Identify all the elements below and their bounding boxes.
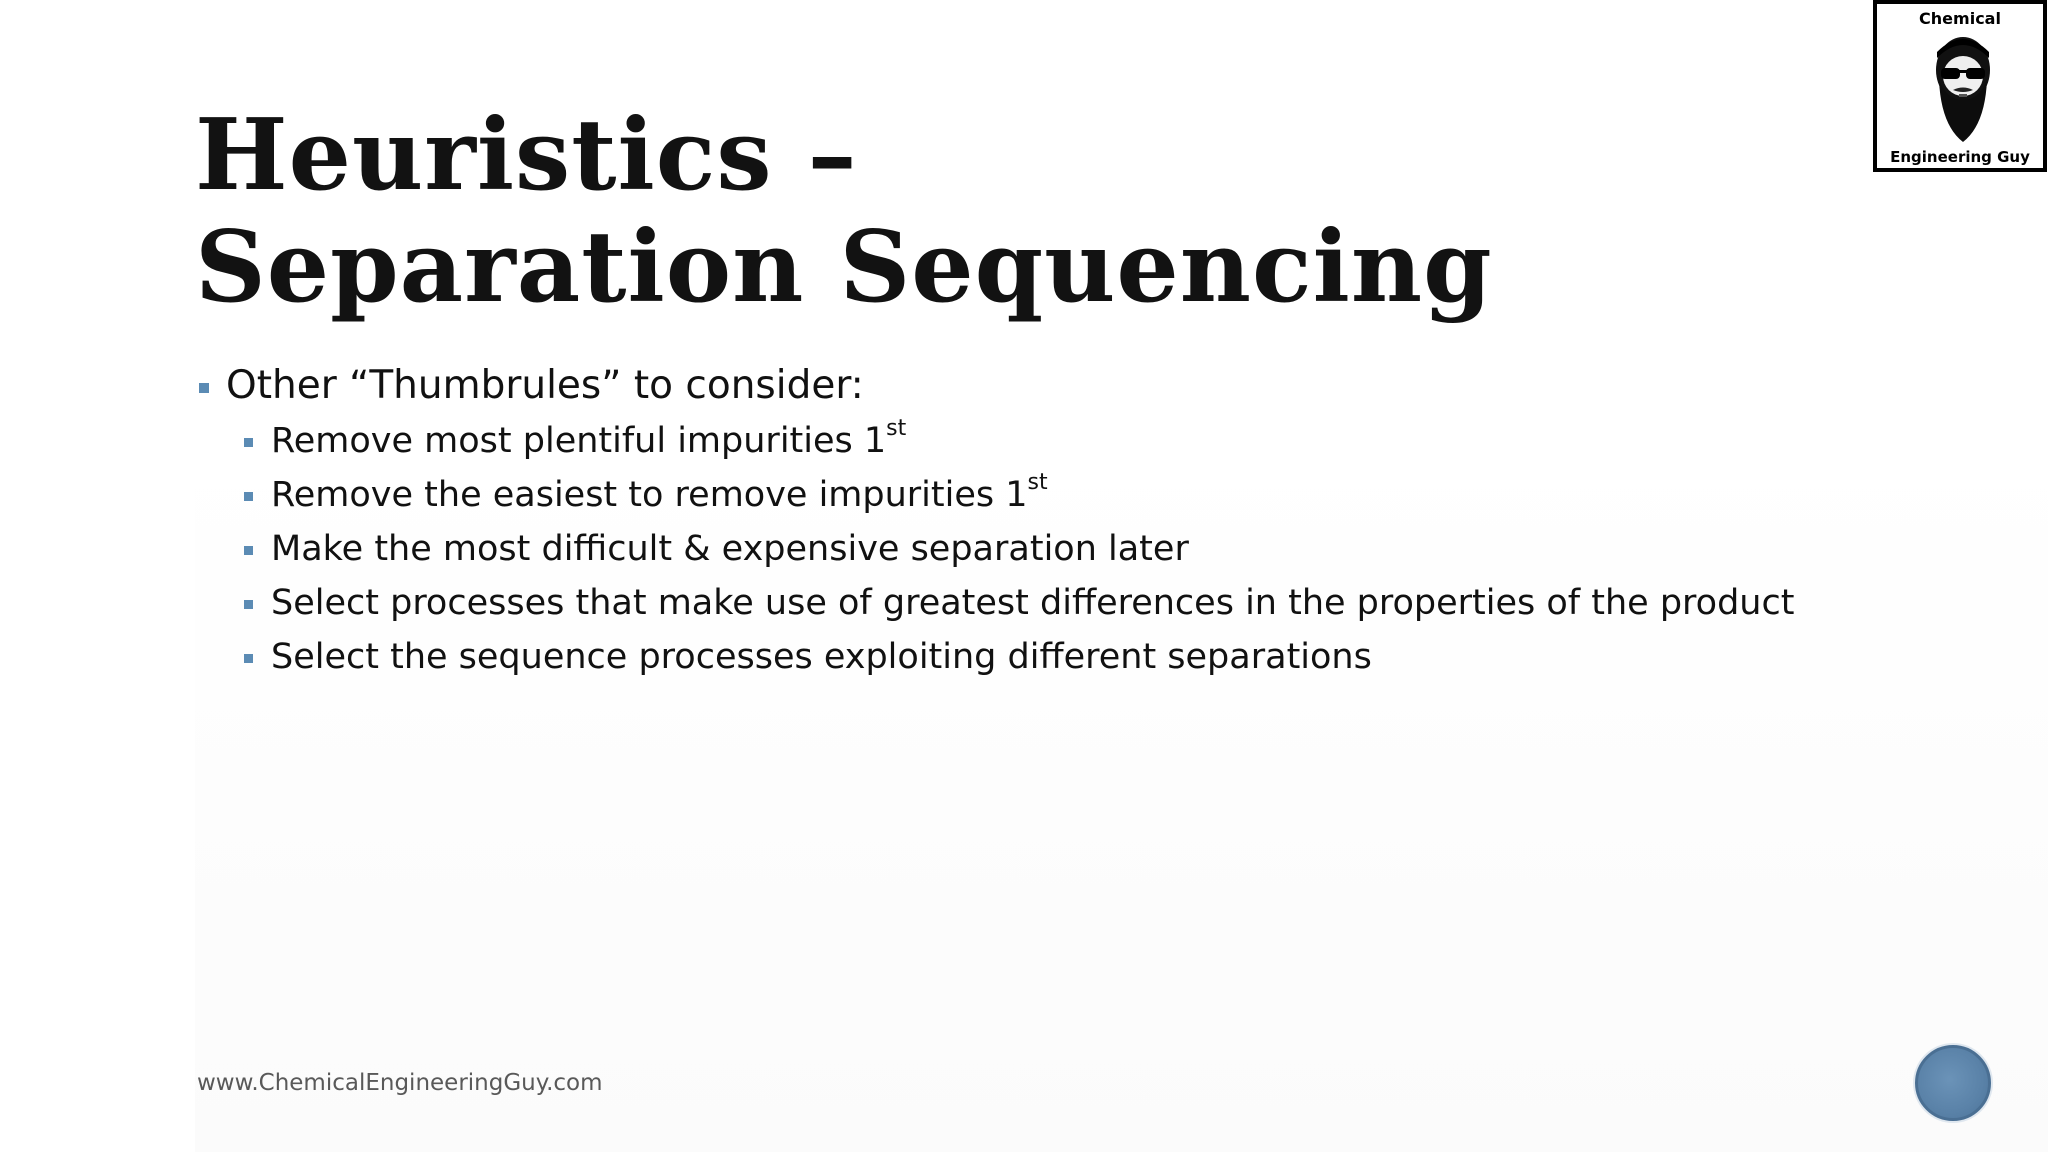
sub-bullet-text: Remove most plentiful impurities 1 [271,421,887,461]
bullet-square-icon [244,438,253,447]
superscript: st [1027,470,1048,496]
slide-nav-circle-icon[interactable] [1915,1045,1991,1121]
sub-bullet-list [195,414,1794,684]
footer-url: www.ChemicalEngineeringGuy.com [197,1070,603,1096]
bearded-man-sunglasses-icon [1919,30,2007,148]
sub-bullet [195,414,1794,468]
main-bullet [195,358,1794,414]
sub-bullet [195,522,1794,576]
logo-top-text: Chemical [1919,9,2001,28]
bullet-square-icon [244,654,253,663]
sub-bullet [195,630,1794,684]
logo-bottom-text: Engineering Guy [1890,148,2030,166]
bullet-list [195,358,1794,684]
slide-title [195,100,1493,324]
sub-bullet-text: Make the most difficult & expensive separation later [271,529,1189,569]
bullet-square-icon [199,383,209,393]
bullet-square-icon [244,492,253,501]
title-line-2: Separation Sequencing [195,210,1493,325]
sub-bullet-text: Select processes that make use of greatest differences in the properties of the product [271,583,1795,623]
brand-logo [1873,0,2047,172]
bullet-square-icon [244,600,253,609]
sub-bullet-text: Select the sequence processes exploiting different separations [271,637,1372,677]
sub-bullet [195,576,1794,630]
sub-bullet [195,468,1794,522]
bullet-square-icon [244,546,253,555]
sub-bullet-text: Remove the easiest to remove impurities 1 [271,475,1028,515]
superscript: st [886,416,907,442]
title-line-1: Heuristics – [195,98,858,213]
main-bullet-text: Other “Thumbrules” to consider: [226,363,864,408]
